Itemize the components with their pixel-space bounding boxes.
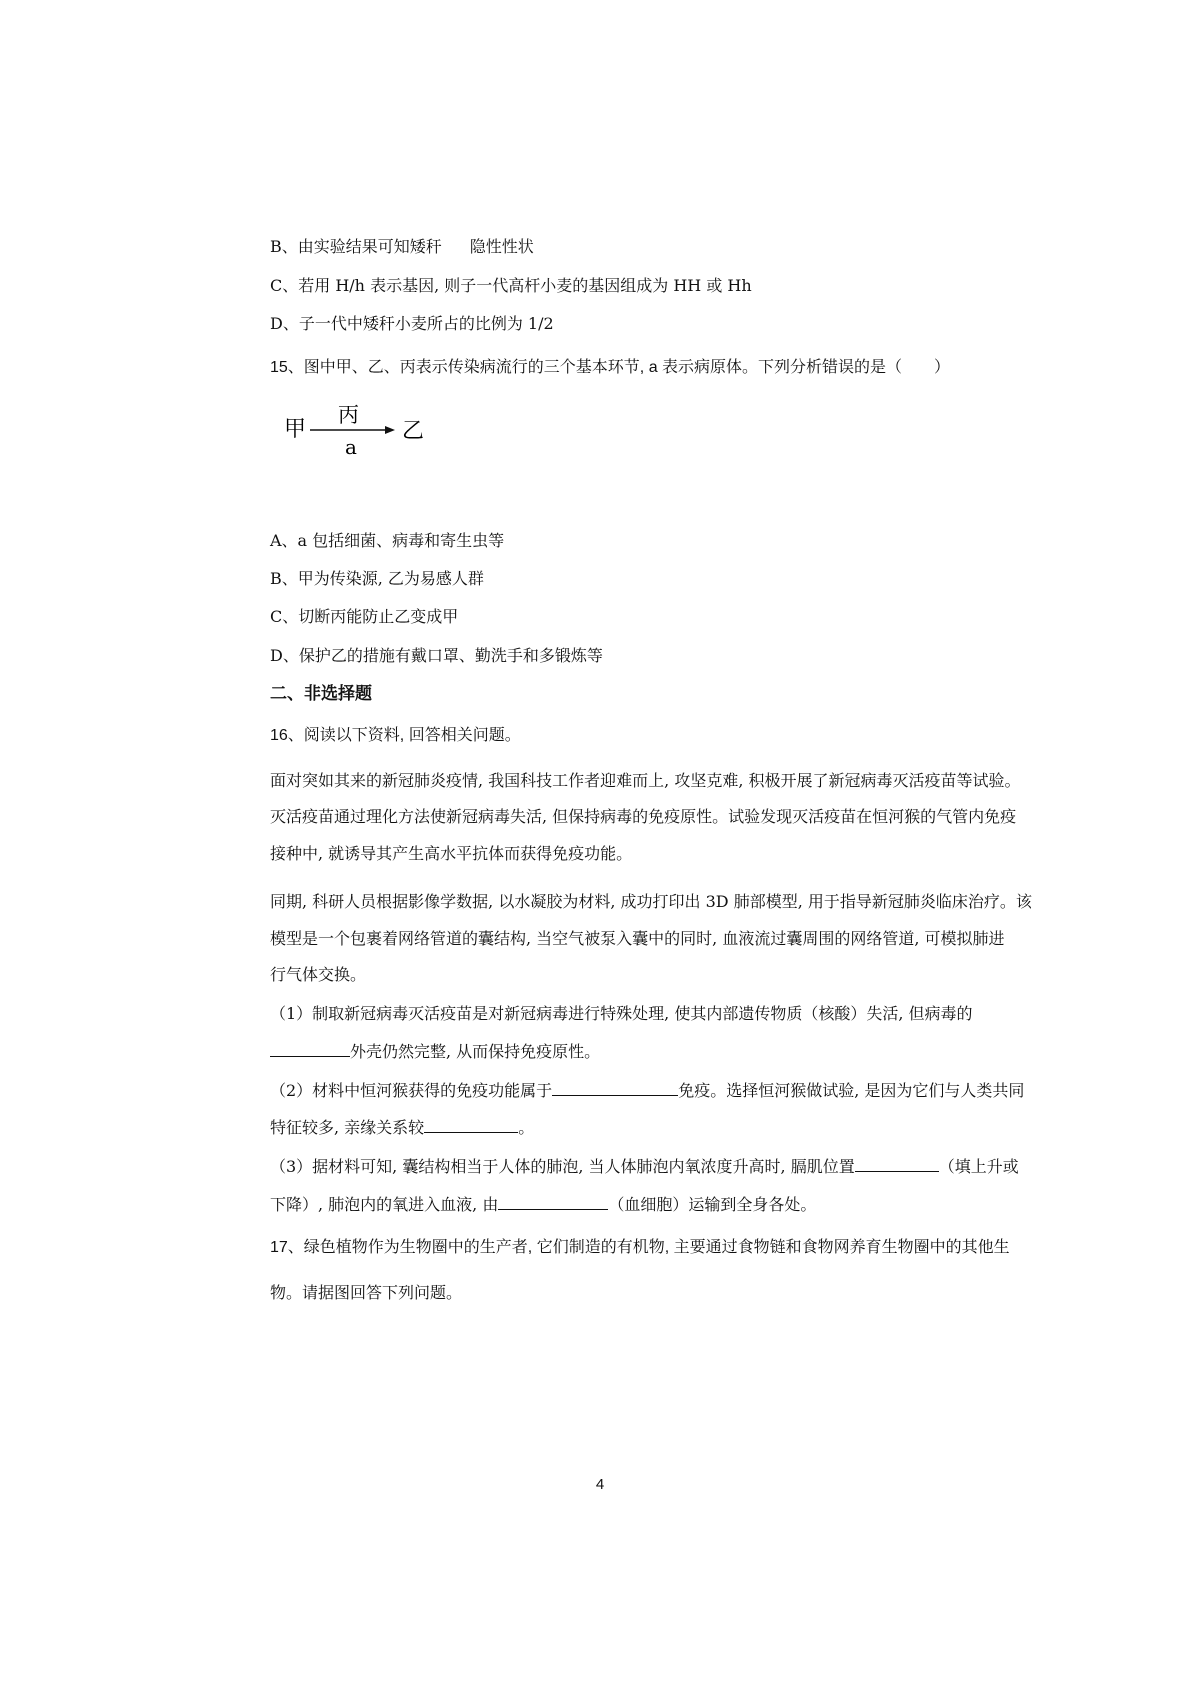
q16-para2-line3: 行气体交换。 xyxy=(270,965,367,984)
q16-sub3-line1 xyxy=(270,1156,1019,1178)
diagram-arrowhead xyxy=(385,426,395,434)
page-number: 4 xyxy=(595,1476,605,1493)
q15-stem: 15、图中甲、乙、丙表示传染病流行的三个基本环节, a 表示病原体。下列分析错误的是（ ） xyxy=(270,359,951,376)
q15-option-d: D、保护乙的措施有戴口罩、勤洗手和多锻炼等 xyxy=(270,646,603,665)
q14-option-b-pre: B、由实验结果可知矮秆 xyxy=(270,237,442,256)
q16-sub3-line2 xyxy=(270,1194,816,1216)
q14-option-d: D、子一代中矮秆小麦所占的比例为 1/2 xyxy=(270,314,554,333)
q16-sub1-line1: （1）制取新冠病毒灭活疫苗是对新冠病毒进行特殊处理, 使其内部遗传物质（核酸）失活, 但病毒的 xyxy=(270,1004,973,1023)
answer-blank xyxy=(552,1081,678,1096)
q14-option-b-post: 隐性性状 xyxy=(469,237,534,256)
q15-option-a: A、a 包括细菌、病毒和寄生虫等 xyxy=(270,531,505,550)
section-title: 二、非选择题 xyxy=(270,684,372,704)
q14-option-b xyxy=(270,236,534,258)
diagram-label-bottom: a xyxy=(345,435,357,459)
diagram-label-top: 丙 xyxy=(338,403,359,427)
q16-sub2-pre: （2）材料中恒河猴获得的免疫功能属于 xyxy=(270,1081,553,1100)
answer-blank xyxy=(270,1042,350,1057)
q16-sub1-line2 xyxy=(270,1041,600,1063)
q16-sub2b-pre: 特征较多, 亲缘关系较 xyxy=(270,1118,425,1137)
q15-option-b: B、甲为传染源, 乙为易感人群 xyxy=(270,569,484,588)
q16-sub2-line1 xyxy=(270,1080,1024,1102)
q14-option-c: C、若用 H/h 表示基因, 则子一代高杆小麦的基因组成为 HH 或 Hh xyxy=(270,276,752,295)
answer-blank xyxy=(424,1118,518,1133)
answer-blank xyxy=(855,1157,939,1172)
q16-para2-line1: 同期, 科研人员根据影像学数据, 以水凝胶为材料, 成功打印出 3D 肺部模型, 用于指导新冠肺炎临床治疗。该 xyxy=(270,892,1032,911)
q16-stem: 16、阅读以下资料, 回答相关问题。 xyxy=(270,727,521,744)
q16-sub3-post: （填上升或 xyxy=(938,1157,1019,1176)
diagram-node-left: 甲 xyxy=(284,417,307,442)
q16-para1-line3: 接种中, 就诱导其产生高水平抗体而获得免疫功能。 xyxy=(270,844,633,863)
q17-line1: 17、绿色植物作为生物圈中的生产者, 它们制造的有机物, 主要通过食物链和食物网养育生物圈中的其他生 xyxy=(270,1239,1010,1256)
q15-option-c: C、切断丙能防止乙变成甲 xyxy=(270,607,459,626)
q16-sub1-line2-text: 外壳仍然完整, 从而保持免疫原性。 xyxy=(350,1042,601,1061)
diagram-node-right: 乙 xyxy=(402,419,425,444)
q16-sub2b-post: 。 xyxy=(518,1118,535,1137)
q17-line2: 物。请据图回答下列问题。 xyxy=(270,1283,463,1302)
answer-blank xyxy=(498,1195,608,1210)
q16-sub3b-pre: 下降）, 肺泡内的氧进入血液, 由 xyxy=(270,1195,499,1214)
q16-para1-line1: 面对突如其来的新冠肺炎疫情, 我国科技工作者迎难而上, 攻坚克难, 积极开展了新冠病毒灭活疫苗等试验。 xyxy=(270,771,1021,790)
q16-sub3b-post: （血细胞）运输到全身各处。 xyxy=(608,1195,817,1214)
q16-para1-line2: 灭活疫苗通过理化方法使新冠病毒失活, 但保持病毒的免疫原性。试验发现灭活疫苗在恒河猴的气管内免疫 xyxy=(270,807,1017,826)
q16-para2-line2: 模型是一个包裹着网络管道的囊结构, 当空气被泵入囊中的同时, 血液流过囊周围的网络管道, 可模拟肺进 xyxy=(270,929,1005,948)
transmission-diagram xyxy=(282,398,442,462)
q16-sub2-post: 免疫。选择恒河猴做试验, 是因为它们与人类共同 xyxy=(678,1081,1025,1100)
q16-sub3-pre: （3）据材料可知, 囊结构相当于人体的肺泡, 当人体肺泡内氧浓度升高时, 膈肌位置 xyxy=(270,1157,855,1176)
q16-sub2-line2 xyxy=(270,1117,534,1139)
